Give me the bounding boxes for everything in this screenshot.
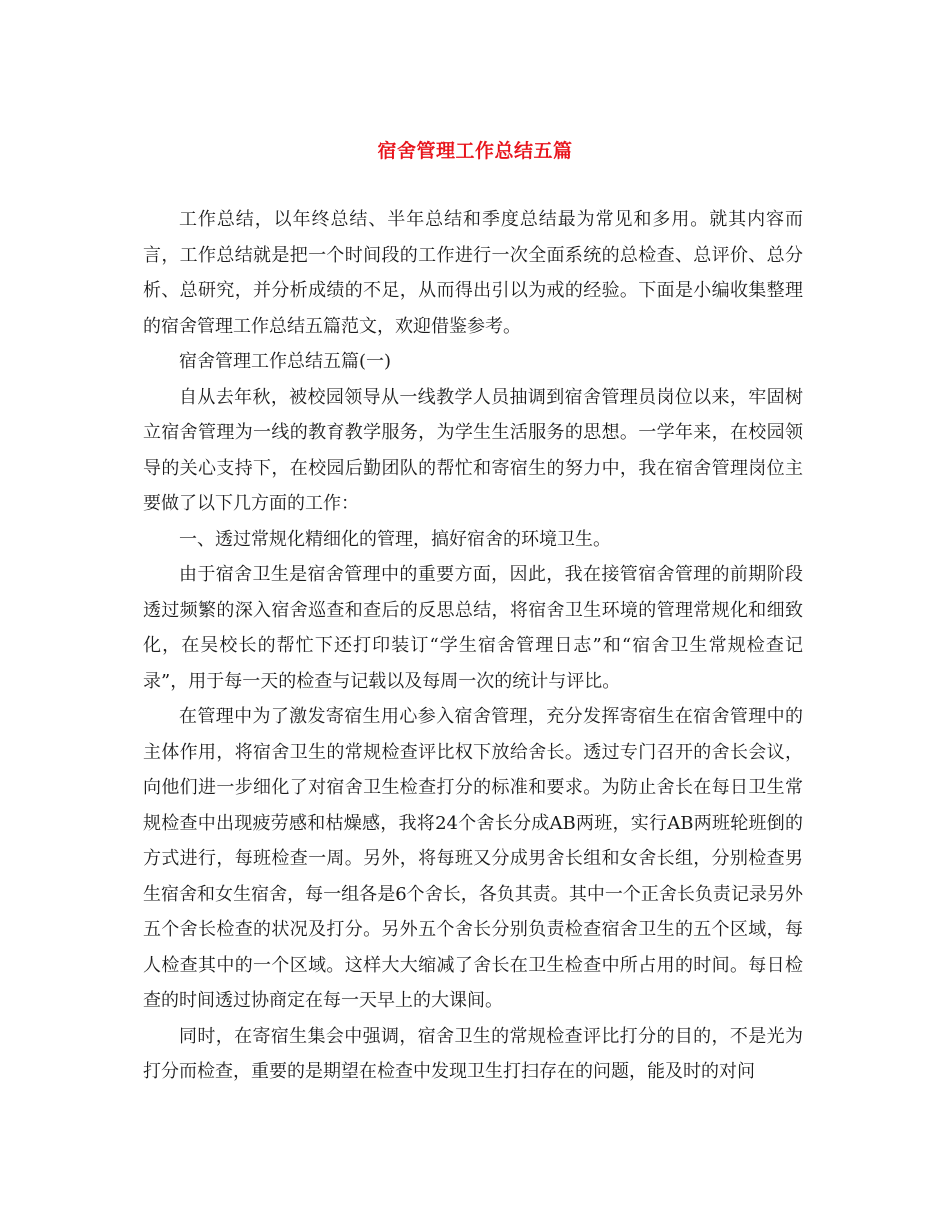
paragraph: 由于宿舍卫生是宿舍管理中的重要方面，因此，我在接管宿舍管理的前期阶段透过频繁的深入宿舍巡查和查后的反思总结，将宿舍卫生环境的管理常规化和细致化，在吴校长的帮忙下还打印装订“学生宿舍管理日志”和“宿舍卫生常规检查记录”，用于每一天的检查与记载以及每周一次的统计与评比。	[143, 564, 803, 692]
paragraph: 同时，在寄宿生集会中强调，宿舍卫生的常规检查评比打分的目的，不是光为打分而检查，重要的是期望在检查中发现卫生打扫存在的问题，能及时的对问	[143, 1025, 803, 1082]
subsection-heading: 一、透过常规化精细化的管理，搞好宿舍的环境卫生。	[179, 528, 611, 550]
paragraph: 自从去年秋，被校园领导从一线教学人员抽调到宿舍管理员岗位以来，牢固树立宿舍管理为一线的教育教学服务，为学生生活服务的思想。一学年来，在校园领导的关心支持下，在校园后勤团队的帮忙和寄宿生的努力中，我在宿舍管理岗位主要做了以下几方面的工作：	[143, 386, 803, 514]
section-heading: 宿舍管理工作总结五篇(一)	[179, 351, 392, 372]
paragraph: 在管理中为了激发寄宿生用心参入宿舍管理，充分发挥寄宿生在宿舍管理中的主体作用，将宿舍卫生的常规检查评比权下放给舍长。透过专门召开的舍长会议，向他们进一步细化了对宿舍卫生检查打分的标准和要求。为防止舍长在每日卫生常规检查中出现疲劳感和枯燥感，我将24个舍长分成AB两班，实行AB两班轮班倒的方式进行，每班检查一周。另外，将每班又分成男舍长组和女舍长组，分别检查男生宿舍和女生宿舍，每一组各是6个舍长，各负其责。其中一个正舍长负责记录另外五个舍长检查的状况及打分。另外五个舍长分别负责检查宿舍卫生的五个区域，每人检查其中的一个区域。这样大大缩减了舍长在卫生检查中所占用的时间。每日检查的时间透过协商定在每一天早上的大课间。	[143, 706, 803, 1011]
document-body	[143, 202, 803, 1090]
document-title: 宿舍管理工作总结五篇	[377, 140, 573, 162]
paragraph-intro: 工作总结，以年终总结、半年总结和季度总结最为常见和多用。就其内容而言，工作总结就是把一个时间段的工作进行一次全面系统的总检查、总评价、总分析、总研究，并分析成绩的不足，从而得出引以为戒的经验。下面是小编收集整理的宿舍管理工作总结五篇范文，欢迎借鉴参考。	[143, 209, 803, 337]
